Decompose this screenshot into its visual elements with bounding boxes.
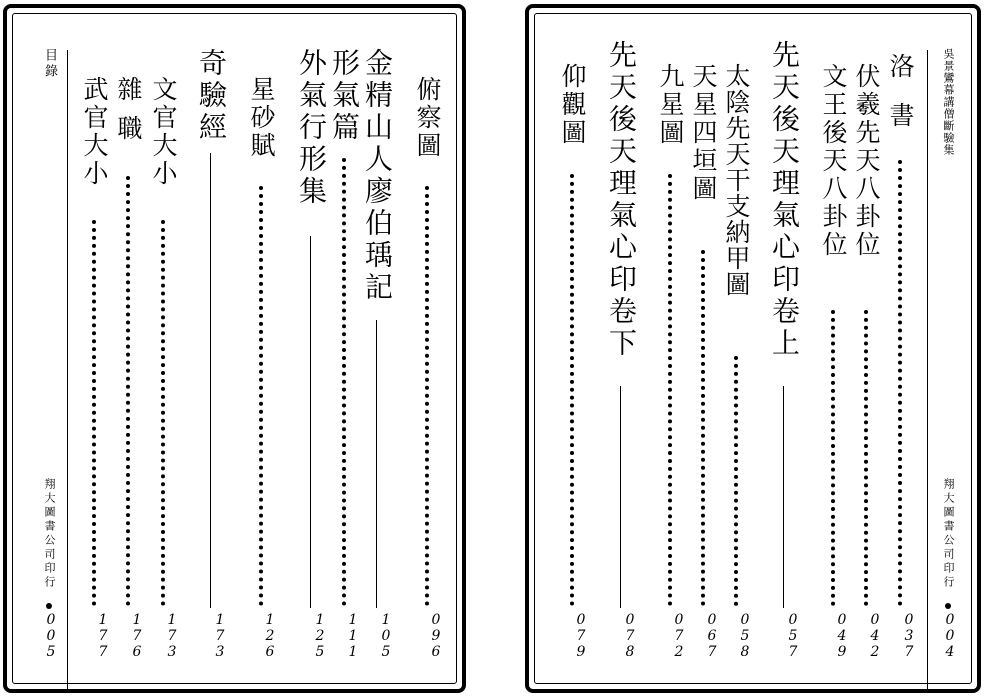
section-rule [210,153,213,608]
leader-dots [668,174,676,606]
toc-entry-page: 125 [312,612,328,660]
toc-entry-title: 奇驗經 [195,48,228,144]
leader-dots [161,220,169,606]
toc-entry-title: 伏羲先天八卦位 [852,63,881,259]
toc-entry-title: 文王後天八卦位 [819,63,848,259]
toc-entry-page: 037 [901,612,917,660]
toc-entry-page: 126 [262,612,278,660]
toc-entry-page: 111 [345,612,361,660]
leader-dots [92,220,100,606]
toc-entry-title: 九星圖 [656,63,685,147]
leader-dots [831,310,839,606]
toc-entry-page: 058 [737,612,753,660]
toc-entry-page: 173 [164,612,180,660]
left-bullet [46,603,52,609]
left-publisher: 翔大圖書公司印行 [43,478,56,590]
leader-dots [701,250,709,606]
toc-entry-title: 星砂賦 [247,76,276,160]
left-page [3,4,466,693]
toc-entry-page: 078 [622,612,638,660]
left-page-number: 005 [43,612,59,660]
toc-entry-title: 太陰先天干支納甲圖 [722,63,751,297]
toc-entry-page: 067 [704,612,720,660]
toc-entry-title: 仰觀圖 [558,63,587,147]
toc-entry-page: 177 [95,612,111,660]
toc-entry-page: 079 [573,612,589,660]
toc-entry-title: 俯察圖 [413,76,442,160]
right-bullet [945,603,951,609]
toc-entry-title: 雜職 [114,76,143,154]
left-header-rule [67,50,68,692]
leader-dots [898,160,906,606]
leader-dots [570,174,578,606]
toc-entry-page: 057 [785,612,801,660]
leader-dots [342,158,350,606]
toc-entry-page: 049 [834,612,850,660]
right-page-number: 004 [942,612,958,660]
section-rule [376,320,379,608]
toc-entry-title: 武官大小 [80,76,109,188]
toc-entry-title: 先天後天理氣心印卷下 [605,40,638,360]
section-rule [310,236,313,608]
section-rule [783,386,786,608]
toc-entry-title: 天星四垣圖 [689,63,718,203]
toc-entry-title: 文官大小 [149,76,178,188]
right-page-header: 吳景鸞幕講僧斷驗集 [942,48,955,156]
toc-entry-page: 176 [129,612,145,660]
toc-entry-title: 洛書 [886,53,915,151]
right-page [525,4,981,693]
toc-entry-page: 042 [867,612,883,660]
leader-dots [425,186,433,606]
leader-dots [864,310,872,606]
toc-entry-page: 096 [428,612,444,660]
toc-entry-page: 072 [671,612,687,660]
right-header-rule [927,50,928,692]
toc-entry-title: 先天後天理氣心印卷上 [768,40,801,360]
toc-entry-title: 外氣行形集 [295,48,328,208]
section-rule [620,386,623,608]
toc-entry-title: 形氣篇 [328,48,361,144]
leader-dots [734,356,742,606]
left-page-header: 目錄 [42,48,57,80]
toc-entry-page: 173 [212,612,228,660]
toc-entry-page: 105 [378,612,394,660]
toc-entry-title: 金精山人廖伯瑀記 [361,48,394,304]
leader-dots [126,176,134,606]
leader-dots [259,186,267,606]
right-publisher: 翔大圖書公司印行 [942,478,955,590]
